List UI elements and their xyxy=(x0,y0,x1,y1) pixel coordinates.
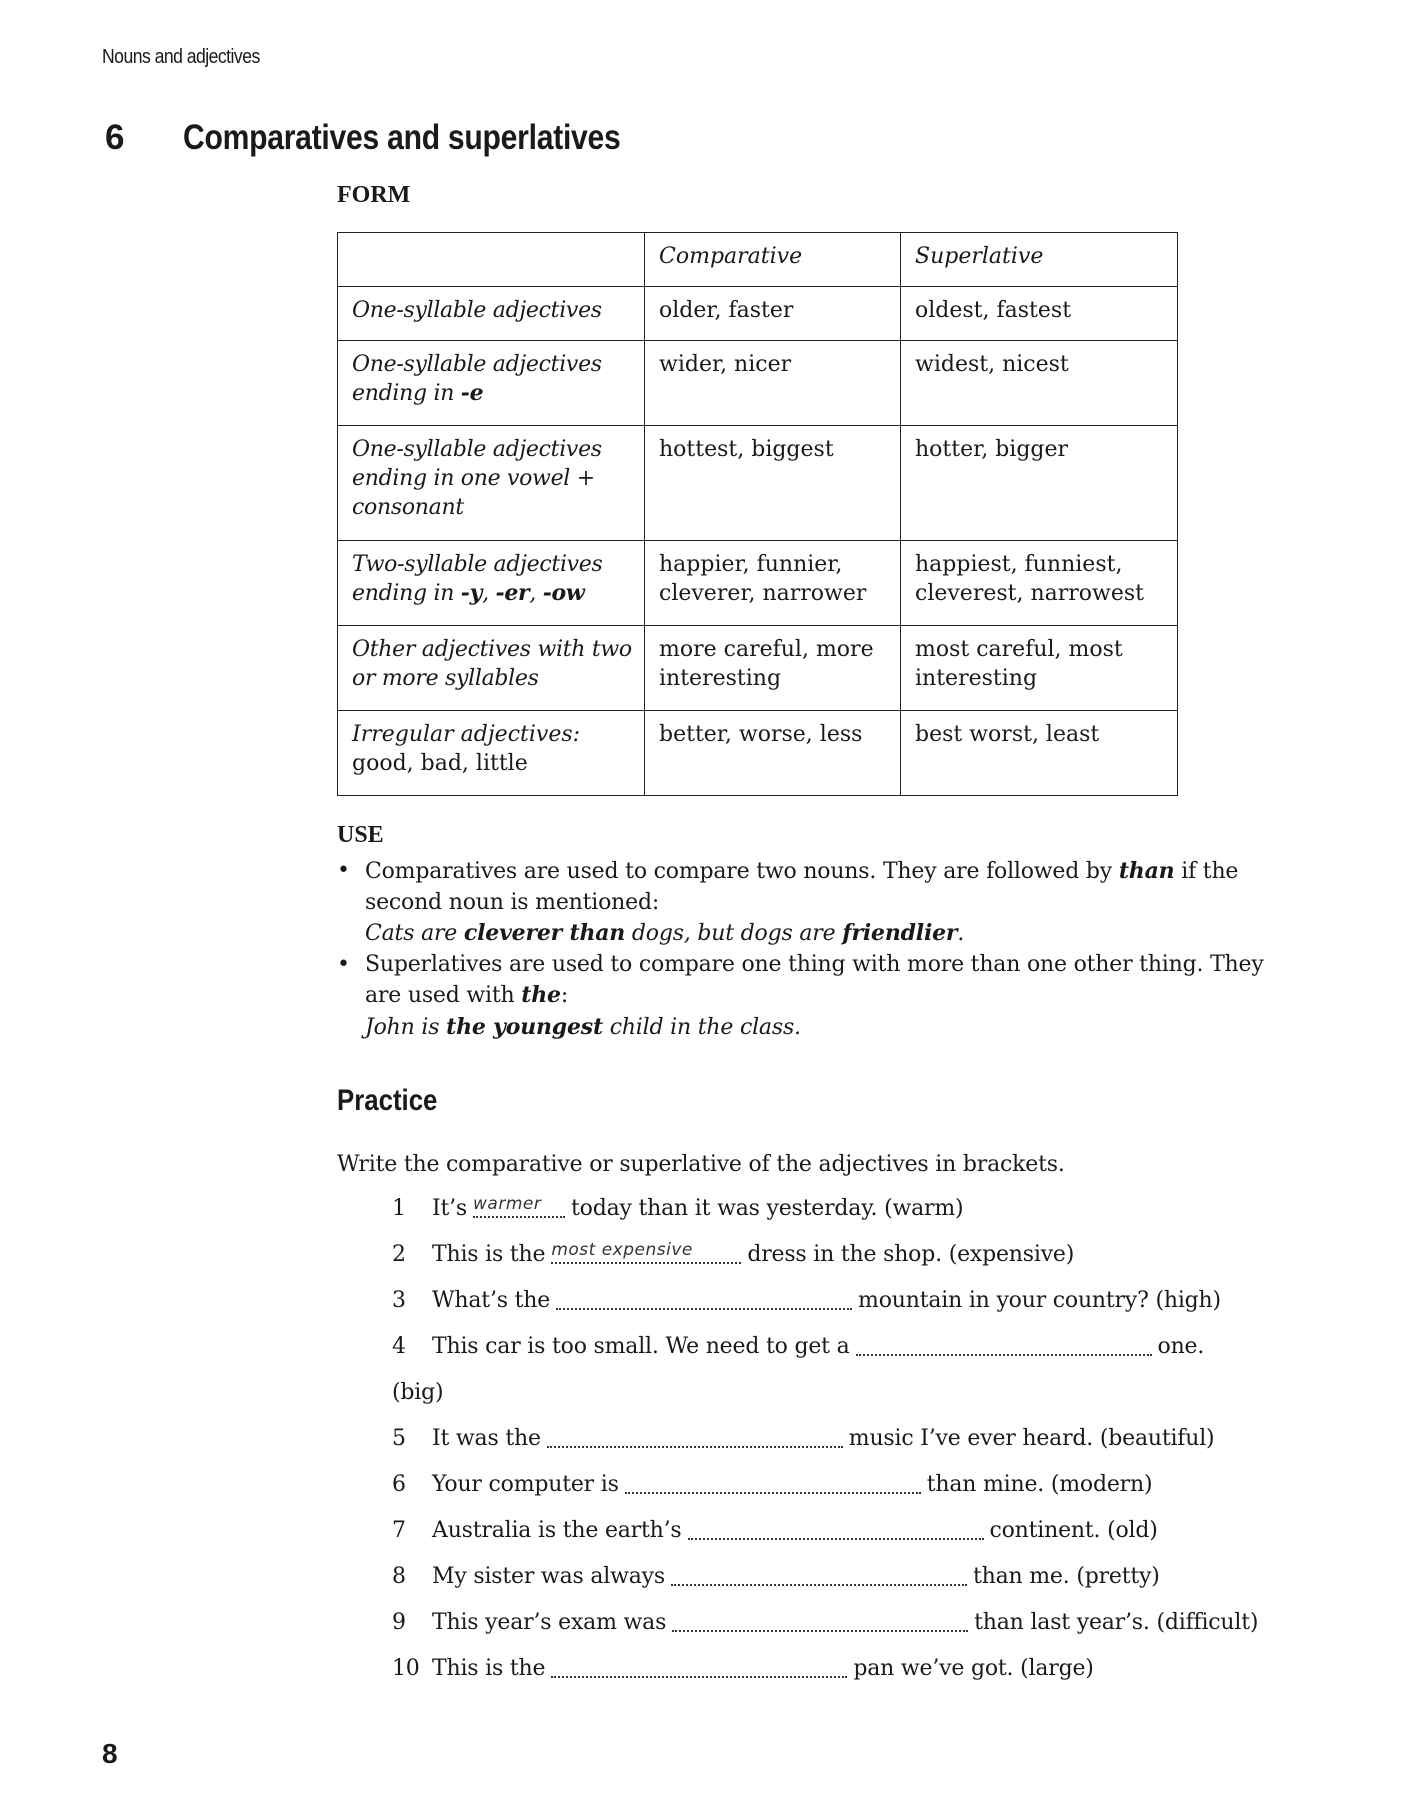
table-cell-superlative: happiest, funniest, cleverest, narrowest xyxy=(901,541,1178,626)
example-text: Cats are xyxy=(365,921,464,946)
form-section-label: FORM xyxy=(337,182,411,208)
example-highlight: the youngest xyxy=(446,1013,603,1040)
exercise-text-before: Your computer is xyxy=(432,1472,619,1497)
rule-text: Superlatives are used to compare one thing with more than one other thing. They are used with xyxy=(365,951,1264,1008)
exercise-item xyxy=(392,1518,1312,1564)
table-cell-comparative: better, worse, less xyxy=(645,711,901,796)
exercise-item xyxy=(392,1610,1312,1656)
exercise-number: 3 xyxy=(392,1288,406,1313)
table-row xyxy=(338,626,1178,711)
answer-blank[interactable] xyxy=(473,1196,565,1218)
bullet-icon: • xyxy=(337,951,350,977)
example-text: John is xyxy=(365,1014,447,1040)
table-cell-superlative: widest, nicest xyxy=(901,341,1178,426)
category-suffix: -er xyxy=(495,580,530,606)
category-suffix: -y xyxy=(460,580,483,606)
category-suffix: -ow xyxy=(542,580,585,606)
exercise-item xyxy=(392,1564,1312,1610)
table-cell-comparative: older, faster xyxy=(645,287,901,341)
exercise-text-before: My sister was always xyxy=(432,1564,665,1589)
category-text: One-syllable adjectives xyxy=(352,352,602,377)
use-list xyxy=(337,856,1297,1043)
exercise-list xyxy=(392,1196,1312,1702)
category-text: One-syllable adjectives xyxy=(352,298,602,323)
exercise-text-before: Australia is the earth’s xyxy=(432,1518,682,1543)
exercise-number: 8 xyxy=(392,1564,406,1589)
table-cell-superlative: best worst, least xyxy=(901,711,1178,796)
exercise-text-before: This is the xyxy=(432,1656,546,1681)
exercise-item xyxy=(392,1334,1312,1380)
category-text: Irregular adjectives: xyxy=(352,722,581,747)
exercise-continuation: (big) xyxy=(392,1380,444,1405)
category-suffix: -e xyxy=(460,380,484,406)
exercise-text-after: continent. (old) xyxy=(989,1518,1158,1543)
example-sentence xyxy=(365,1012,1297,1044)
answer-blank[interactable] xyxy=(556,1288,852,1310)
exercise-text-after: music I’ve ever heard. (beautiful) xyxy=(848,1426,1215,1451)
exercise-text-before: It was the xyxy=(432,1426,541,1451)
category-examples: good, bad, little xyxy=(352,751,528,776)
rule-text: if the second noun is mentioned: xyxy=(365,859,1239,915)
unit-title: Comparatives and superlatives xyxy=(183,118,621,157)
example-sentence xyxy=(365,918,1297,950)
table-cell-category xyxy=(338,341,645,426)
exercise-item xyxy=(392,1472,1312,1518)
category-text: ending in xyxy=(352,381,461,406)
table-cell-category xyxy=(338,711,645,796)
example-text: dogs, but dogs are xyxy=(625,921,843,946)
exercise-text-after: pan we’ve got. (large) xyxy=(853,1656,1094,1681)
table-header-comparative: Comparative xyxy=(645,233,901,287)
exercise-text-after: dress in the shop. (expensive) xyxy=(747,1242,1075,1267)
table-cell-comparative: hottest, biggest xyxy=(645,426,901,541)
exercise-item xyxy=(392,1288,1312,1334)
exercise-number: 2 xyxy=(392,1242,406,1267)
exercise-text-before: What’s the xyxy=(432,1288,551,1313)
practice-instruction: Write the comparative or superlative of the adjectives in brackets. xyxy=(337,1152,1065,1177)
table-cell-comparative: more careful, more interesting xyxy=(645,626,901,711)
exercise-text-after: mountain in your country? (high) xyxy=(858,1288,1221,1313)
exercise-number: 9 xyxy=(392,1610,406,1635)
answer-blank[interactable] xyxy=(547,1426,843,1448)
example-highlight: cleverer than xyxy=(463,920,626,946)
example-text: . xyxy=(957,921,965,946)
example-highlight: friendlier xyxy=(842,920,958,946)
use-item-comparatives xyxy=(337,856,1297,950)
table-cell-superlative: oldest, fastest xyxy=(901,287,1178,341)
exercise-item xyxy=(392,1426,1312,1472)
exercise-text-before: This car is too small. We need to get a xyxy=(432,1334,850,1359)
exercise-number: 1 xyxy=(392,1196,406,1221)
table-row xyxy=(338,426,1178,541)
exercise-number: 6 xyxy=(392,1472,406,1497)
answer-blank[interactable] xyxy=(856,1334,1152,1356)
exercise-number: 5 xyxy=(392,1426,406,1451)
answer-blank[interactable] xyxy=(688,1518,984,1540)
exercise-number: 7 xyxy=(392,1518,406,1543)
table-header-row xyxy=(338,233,1178,287)
answer-blank[interactable] xyxy=(671,1564,967,1586)
use-item-superlatives xyxy=(337,950,1297,1044)
exercise-text-before: This year’s exam was xyxy=(432,1610,667,1635)
answer-text: warmer xyxy=(473,1194,542,1214)
example-text: child in the class. xyxy=(602,1014,801,1040)
answer-text: most expensive xyxy=(551,1240,693,1260)
exercise-text-before: It’s xyxy=(432,1196,468,1221)
exercise-text-after: than me. (pretty) xyxy=(972,1564,1160,1589)
exercise-text-before: This is the xyxy=(432,1242,546,1267)
table-cell-category xyxy=(338,287,645,341)
answer-blank[interactable] xyxy=(625,1472,921,1494)
exercise-number: 4 xyxy=(392,1334,406,1359)
table-header-superlative: Superlative xyxy=(901,233,1178,287)
exercise-item xyxy=(392,1196,1312,1242)
exercise-text-after: than last year’s. (difficult) xyxy=(974,1610,1259,1635)
exercise-item xyxy=(392,1656,1312,1702)
exercise-text-after: today than it was yesterday. (warm) xyxy=(571,1196,964,1221)
answer-blank[interactable] xyxy=(551,1656,847,1678)
table-row xyxy=(338,711,1178,796)
answer-blank[interactable] xyxy=(672,1610,968,1632)
rule-text: : xyxy=(560,983,569,1008)
exercise-number: 10 xyxy=(392,1656,420,1681)
table-row xyxy=(338,341,1178,426)
rule-text: Comparatives are used to compare two nouns. They are followed by xyxy=(365,859,1119,884)
practice-title: Practice xyxy=(337,1084,438,1117)
unit-number: 6 xyxy=(105,118,125,157)
table-cell-category: One-syllable adjectives ending in one vowel + consonant xyxy=(338,426,645,541)
rule-keyword: the xyxy=(521,982,561,1008)
exercise-text-after: one. xyxy=(1157,1334,1205,1359)
table-cell-comparative: wider, nicer xyxy=(645,341,901,426)
table-cell-comparative: happier, funnier, cleverer, narrower xyxy=(645,541,901,626)
answer-blank[interactable] xyxy=(551,1242,741,1264)
use-section-label: USE xyxy=(337,822,384,848)
table-row xyxy=(338,541,1178,626)
category-text: Two-syllable adjectives ending in xyxy=(352,552,603,606)
table-cell-superlative: most careful, most interesting xyxy=(901,626,1178,711)
table-header-empty xyxy=(338,233,645,287)
exercise-item xyxy=(392,1242,1312,1288)
bullet-icon: • xyxy=(337,858,350,883)
table-cell-category: Two-syllable adjectives ending in -y, -er, -ow xyxy=(338,541,645,626)
exercise-text-after: than mine. (modern) xyxy=(926,1472,1153,1497)
table-row xyxy=(338,287,1178,341)
page-number: 8 xyxy=(102,1738,118,1769)
running-head: Nouns and adjectives xyxy=(102,46,260,68)
table-cell-category: Other adjectives with two or more syllables xyxy=(338,626,645,711)
table-cell-superlative: hotter, bigger xyxy=(901,426,1178,541)
rule-keyword: than xyxy=(1118,858,1175,884)
form-table xyxy=(337,232,1178,796)
